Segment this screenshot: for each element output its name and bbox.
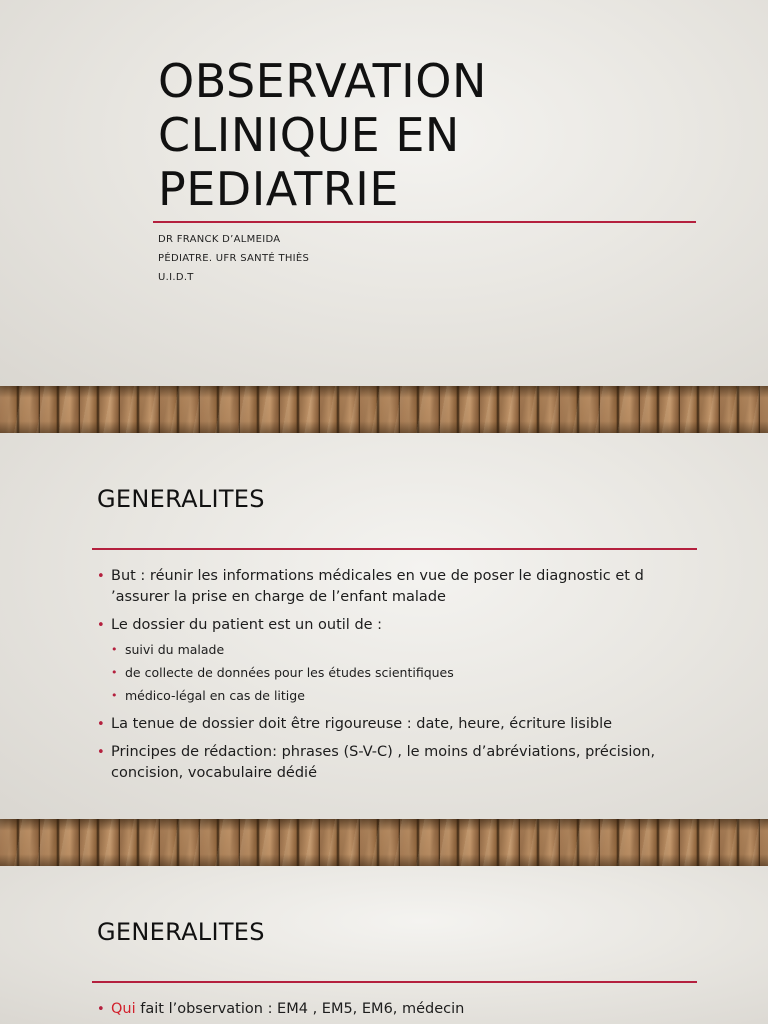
bullet-item bbox=[97, 742, 697, 784]
bullet-item bbox=[97, 566, 697, 608]
slide-heading: GENERALITES bbox=[97, 918, 265, 946]
bullet-text: But : réunir les informations médicales en vue de poser le diagnostic et d ’assurer la prise en charge de l’enfant malade bbox=[111, 568, 644, 605]
wood-floor-divider bbox=[0, 819, 768, 866]
title-divider bbox=[153, 221, 696, 223]
sub-bullet-item: • de collecte de données pour les études scientifiques bbox=[111, 661, 697, 684]
bullet-text: fait l’observation : EM4 , EM5, EM6, médecin bbox=[135, 1001, 465, 1017]
slide-heading: GENERALITES bbox=[97, 485, 265, 513]
bullet-keyword: Qui bbox=[111, 1001, 136, 1017]
author-role: PÉDIATRE. UFR SANTÉ THIÈS bbox=[158, 253, 310, 264]
bullet-list bbox=[97, 999, 697, 1024]
heading-divider bbox=[92, 981, 697, 983]
slide-title bbox=[0, 0, 768, 386]
bullet-item bbox=[97, 615, 697, 707]
bullet-item bbox=[97, 999, 697, 1020]
presentation-title bbox=[158, 54, 487, 216]
bullet-item bbox=[97, 714, 697, 735]
bullet-text: Le dossier du patient est un outil de : bbox=[111, 617, 383, 633]
slide-generalites-2 bbox=[0, 866, 768, 1024]
author-info bbox=[158, 230, 309, 287]
bullet-list bbox=[97, 566, 697, 791]
wood-floor-divider bbox=[0, 386, 768, 433]
author-institution: U.I.D.T bbox=[158, 272, 194, 283]
author-name: DR FRANCK D’ALMEIDA bbox=[158, 234, 281, 245]
sub-bullet-item: • médico-légal en cas de litige bbox=[111, 684, 697, 707]
heading-divider bbox=[92, 548, 697, 550]
title-line: OBSERVATION bbox=[158, 54, 487, 108]
sub-bullet-list bbox=[111, 638, 697, 707]
bullet-text: Principes de rédaction: phrases (S-V-C) , le moins d’abréviations, précision, concision, vocabulaire dédié bbox=[111, 744, 656, 781]
slide-generalites-1 bbox=[0, 433, 768, 819]
bullet-text: La tenue de dossier doit être rigoureuse : date, heure, écriture lisible bbox=[111, 716, 613, 732]
title-line: PEDIATRIE bbox=[158, 162, 399, 216]
title-line: CLINIQUE EN bbox=[158, 108, 460, 162]
sub-bullet-item: • suivi du malade bbox=[111, 638, 697, 661]
